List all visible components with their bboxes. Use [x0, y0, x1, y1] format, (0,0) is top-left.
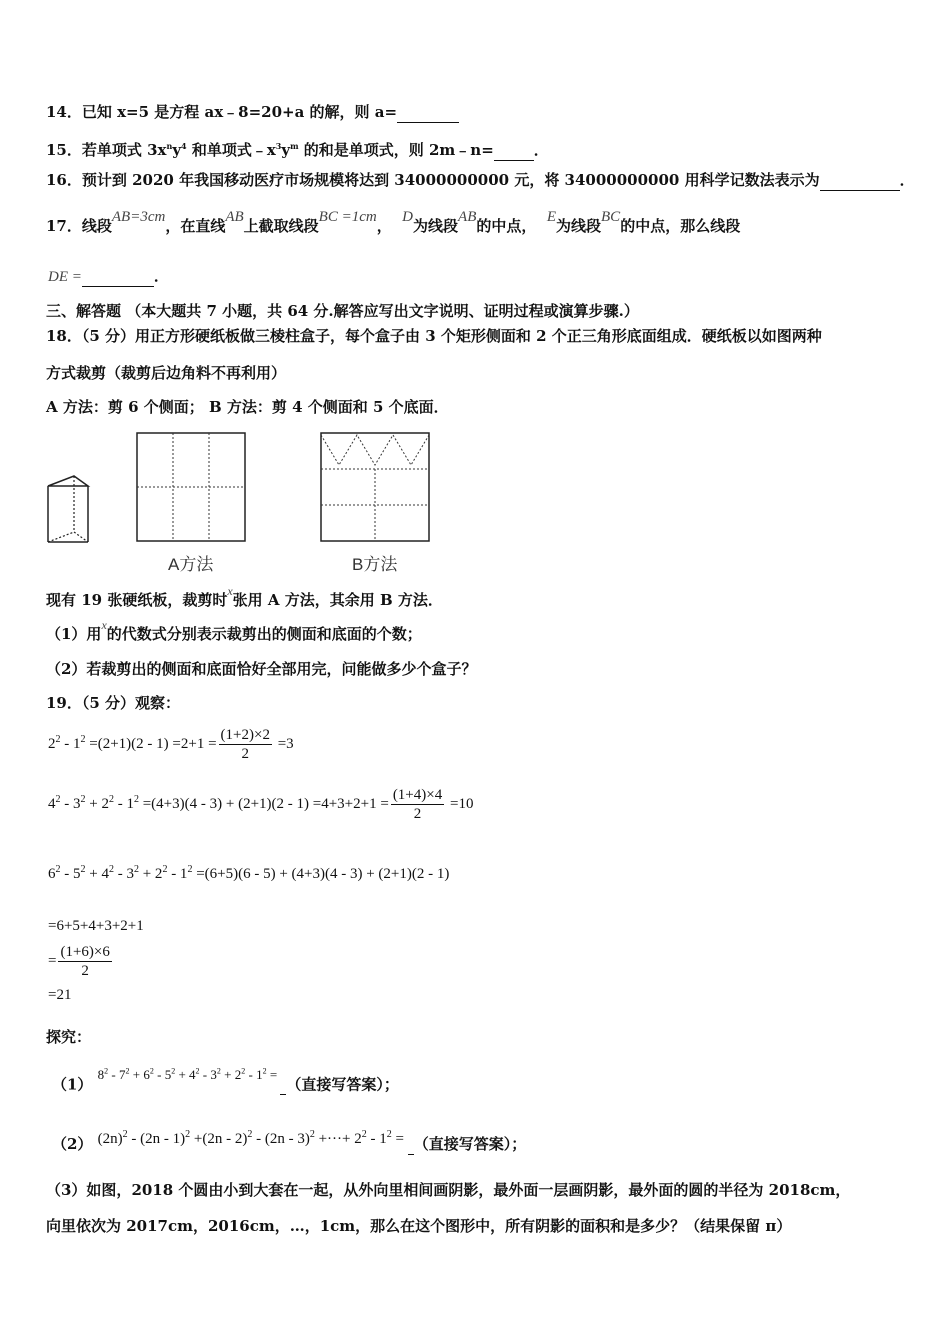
question-17-answer: DE = ．	[48, 267, 169, 285]
explore-1: （1） $8^2 - 7^2 + 6^2 - 5^2 + 4^2 - 3^2 + 2^2 - 1^2$ = （直接写答案）；	[52, 1067, 399, 1094]
explore-2: （2） $(2n)^2 - (2n - 1)^2 +(2n - 2)^2 - (2n - 3)^2$ +···+ $2^2 - 1^2$ = （直接写答案）；	[52, 1129, 527, 1153]
equation-3: $6^2 - 5^2 + 4^2 - 3^2 + 2^2 - 1^2 =(6+5)(6 - 5) + (4+3)(4 - 3) + (2+1)(2 - 1)$	[48, 864, 450, 882]
question-15: 15．若单项式 $3x^ny^4$ 和单项式$﹣x^3y^m$ 的和是单项式，则 2m﹣n= ．	[46, 141, 549, 159]
answer-blank	[494, 140, 534, 161]
answer-blank	[397, 102, 459, 123]
question-16: 16．预计到 2020 年我国移动医疗市场规模将达到 34000000000 元，将 34000000000 用科学记数法表示为 ．	[46, 171, 915, 189]
section-heading: 三、解答题 （本大题共 7 小题，共 64 分.解答应写出文字说明、证明过程或演算步骤.）	[46, 302, 639, 320]
question-18-sub2: （2）若裁剪出的侧面和底面恰好全部用完，问能做多少个盒子？	[46, 660, 477, 678]
question-14: 14．已知 x=5 是方程 ax﹣8=20+a 的解，则 a=	[46, 102, 459, 123]
caption-method-a: A方法	[168, 555, 214, 574]
explore-heading: 探究：	[46, 1028, 92, 1046]
equation-2: $4^2 - 3^2 + 2^2 - 1^2 =(4+3)(4 - 3) + (2+1)(2 - 1) =4+3+2+1$ = $\frac{(1+4)\times 4}{2}$ =10	[48, 787, 474, 822]
equation-5: = $\frac{(1+6)\times 6}{2}$	[48, 944, 110, 979]
explore-3-line1: （3）如图，2018 个圆由小到大套在一起，从外向里相间画阴影，最外面一层画阴影，最外面的圆的半径为 2018cm，	[46, 1181, 851, 1199]
equation-1: $2^2 - 1^2 =(2+1)(2 - 1) =2+1$ = $\frac{(1+2)\times 2}{2}$ =3	[48, 727, 294, 762]
method-a-figure	[136, 432, 248, 544]
question-18-line3: 现有 19 张硬纸板，裁剪时$^x$张用 A 方法，其余用 B 方法．	[46, 584, 443, 609]
question-18-methods: A 方法：剪 6 个侧面； B 方法：剪 4 个侧面和 5 个底面．	[46, 398, 449, 416]
method-b-figure	[320, 432, 432, 544]
explore-3-line2: 向里依次为 2017cm，2016cm，…，1cm，那么在这个图形中，所有阴影的面积和是多少？（结果保留 π）	[46, 1217, 792, 1235]
question-18-sub1: （1）用$^x$的代数式分别表示裁剪出的侧面和底面的个数；	[46, 618, 422, 643]
question-18-line1: 18．（5 分）用正方形硬纸板做三棱柱盒子，每个盒子由 3 个矩形侧面和 2 个正三角形底面组成．硬纸板以如图两种	[46, 327, 822, 345]
question-18-line2: 方式裁剪（裁剪后边角料不再利用）	[46, 364, 287, 382]
prism-figure	[44, 472, 94, 547]
answer-blank	[82, 266, 154, 287]
question-19: 19．（5 分）观察：	[46, 694, 181, 712]
equation-6: =21	[48, 987, 72, 1003]
answer-blank	[820, 170, 900, 191]
equation-4: =6+5+4+3+2+1	[48, 918, 144, 934]
question-17: 17．线段AB=3cm，在直线AB上截取线段BC =1cm， D为线段AB的中点， E为线段BC的中点，那么线段	[46, 209, 741, 235]
caption-method-b: B方法	[352, 555, 398, 574]
